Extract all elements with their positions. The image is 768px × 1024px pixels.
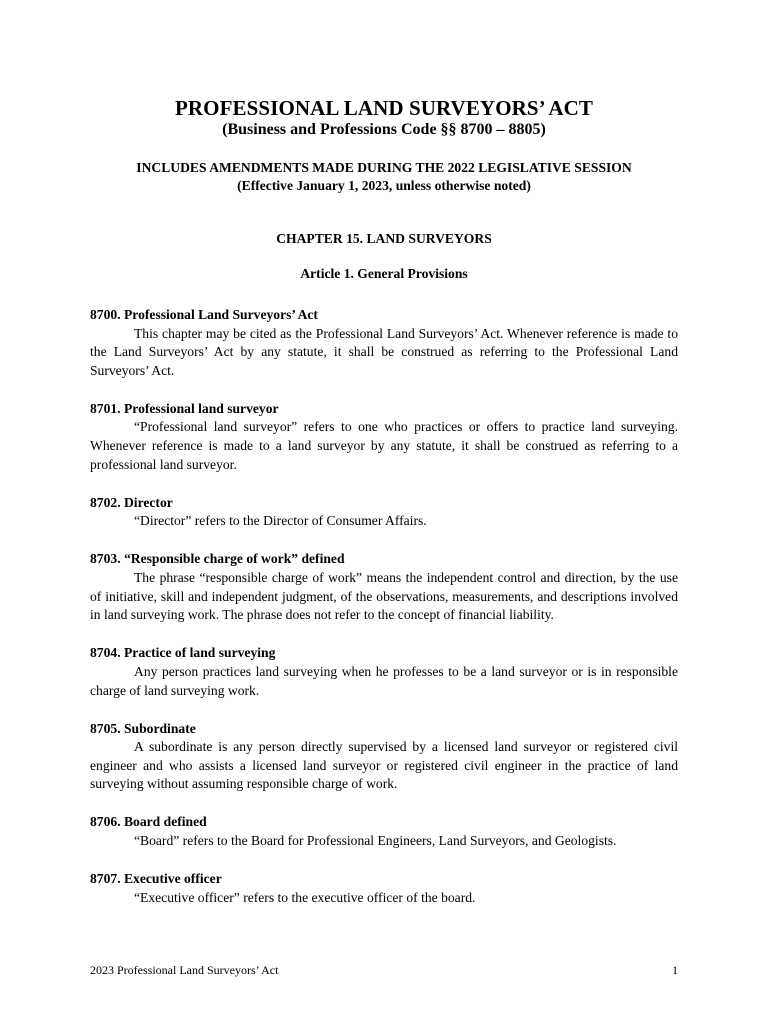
section-8704 <box>90 644 678 700</box>
document-body <box>90 306 678 927</box>
section-8701 <box>90 400 678 474</box>
section-text: “Director” refers to the Director of Consumer Affairs. <box>134 513 427 529</box>
section-heading: 8705. Subordinate <box>90 720 196 736</box>
chapter-heading: CHAPTER 15. LAND SURVEYORS <box>276 231 492 246</box>
section-8707 <box>90 870 678 907</box>
section-heading: 8704. Practice of land surveying <box>90 645 276 661</box>
section-heading: 8701. Professional land surveyor <box>90 400 279 416</box>
page-number: 1 <box>672 963 678 977</box>
section-heading: 8707. Executive officer <box>90 871 222 887</box>
section-heading: 8706. Board defined <box>90 814 207 830</box>
section-heading: 8703. “Responsible charge of work” defined <box>90 551 345 567</box>
section-8706 <box>90 813 678 850</box>
effective-date-notice: (Effective January 1, 2023, unless otherwise noted) <box>237 178 531 193</box>
section-text: A subordinate is any person directly supervised by a licensed land surveyor or registered civil engineer and who assists a licensed land surveyor or registered civil engineer in the practice of land surveying without assuming responsible charge of work. <box>90 739 678 792</box>
section-text: The phrase “responsible charge of work” means the independent control and direction, by the use of initiative, skill and independent judgment, of the observations, measurements, and descriptions involved in land surveying work. The phrase does not refer to the concept of financial liability. <box>90 570 678 623</box>
section-text: “Executive officer” refers to the executive officer of the board. <box>134 889 476 905</box>
section-heading: 8702. Director <box>90 494 173 510</box>
document-subtitle: (Business and Professions Code §§ 8700 – 8805) <box>222 121 546 138</box>
section-8703 <box>90 550 678 624</box>
section-8700 <box>90 306 678 380</box>
section-text: “Professional land surveyor” refers to one who practices or offers to practice land surveying. Whenever reference is made to a land surveyor by any statute, it shall be construed as referring to a professional land surveyor. <box>90 419 678 472</box>
footer-title: 2023 Professional Land Surveyors’ Act <box>90 963 279 977</box>
section-text: This chapter may be cited as the Professional Land Surveyors’ Act. Whenever reference is made to the Land Surveyors’ Act by any statute, it shall be construed as referring to the Professional Land Surveyors’ Act. <box>90 325 678 378</box>
section-heading: 8700. Professional Land Surveyors’ Act <box>90 307 318 322</box>
page-footer <box>90 963 678 978</box>
section-8705 <box>90 720 678 794</box>
article-heading: Article 1. General Provisions <box>300 266 468 281</box>
section-text: Any person practices land surveying when he professes to be a land surveyor or is in responsible charge of land surveying work. <box>90 663 678 698</box>
amendments-notice: INCLUDES AMENDMENTS MADE DURING THE 2022 LEGISLATIVE SESSION <box>136 160 632 175</box>
section-text: “Board” refers to the Board for Professional Engineers, Land Surveyors, and Geologists. <box>134 833 617 849</box>
document-title: PROFESSIONAL LAND SURVEYORS’ ACT <box>174 96 594 120</box>
section-8702 <box>90 494 678 531</box>
